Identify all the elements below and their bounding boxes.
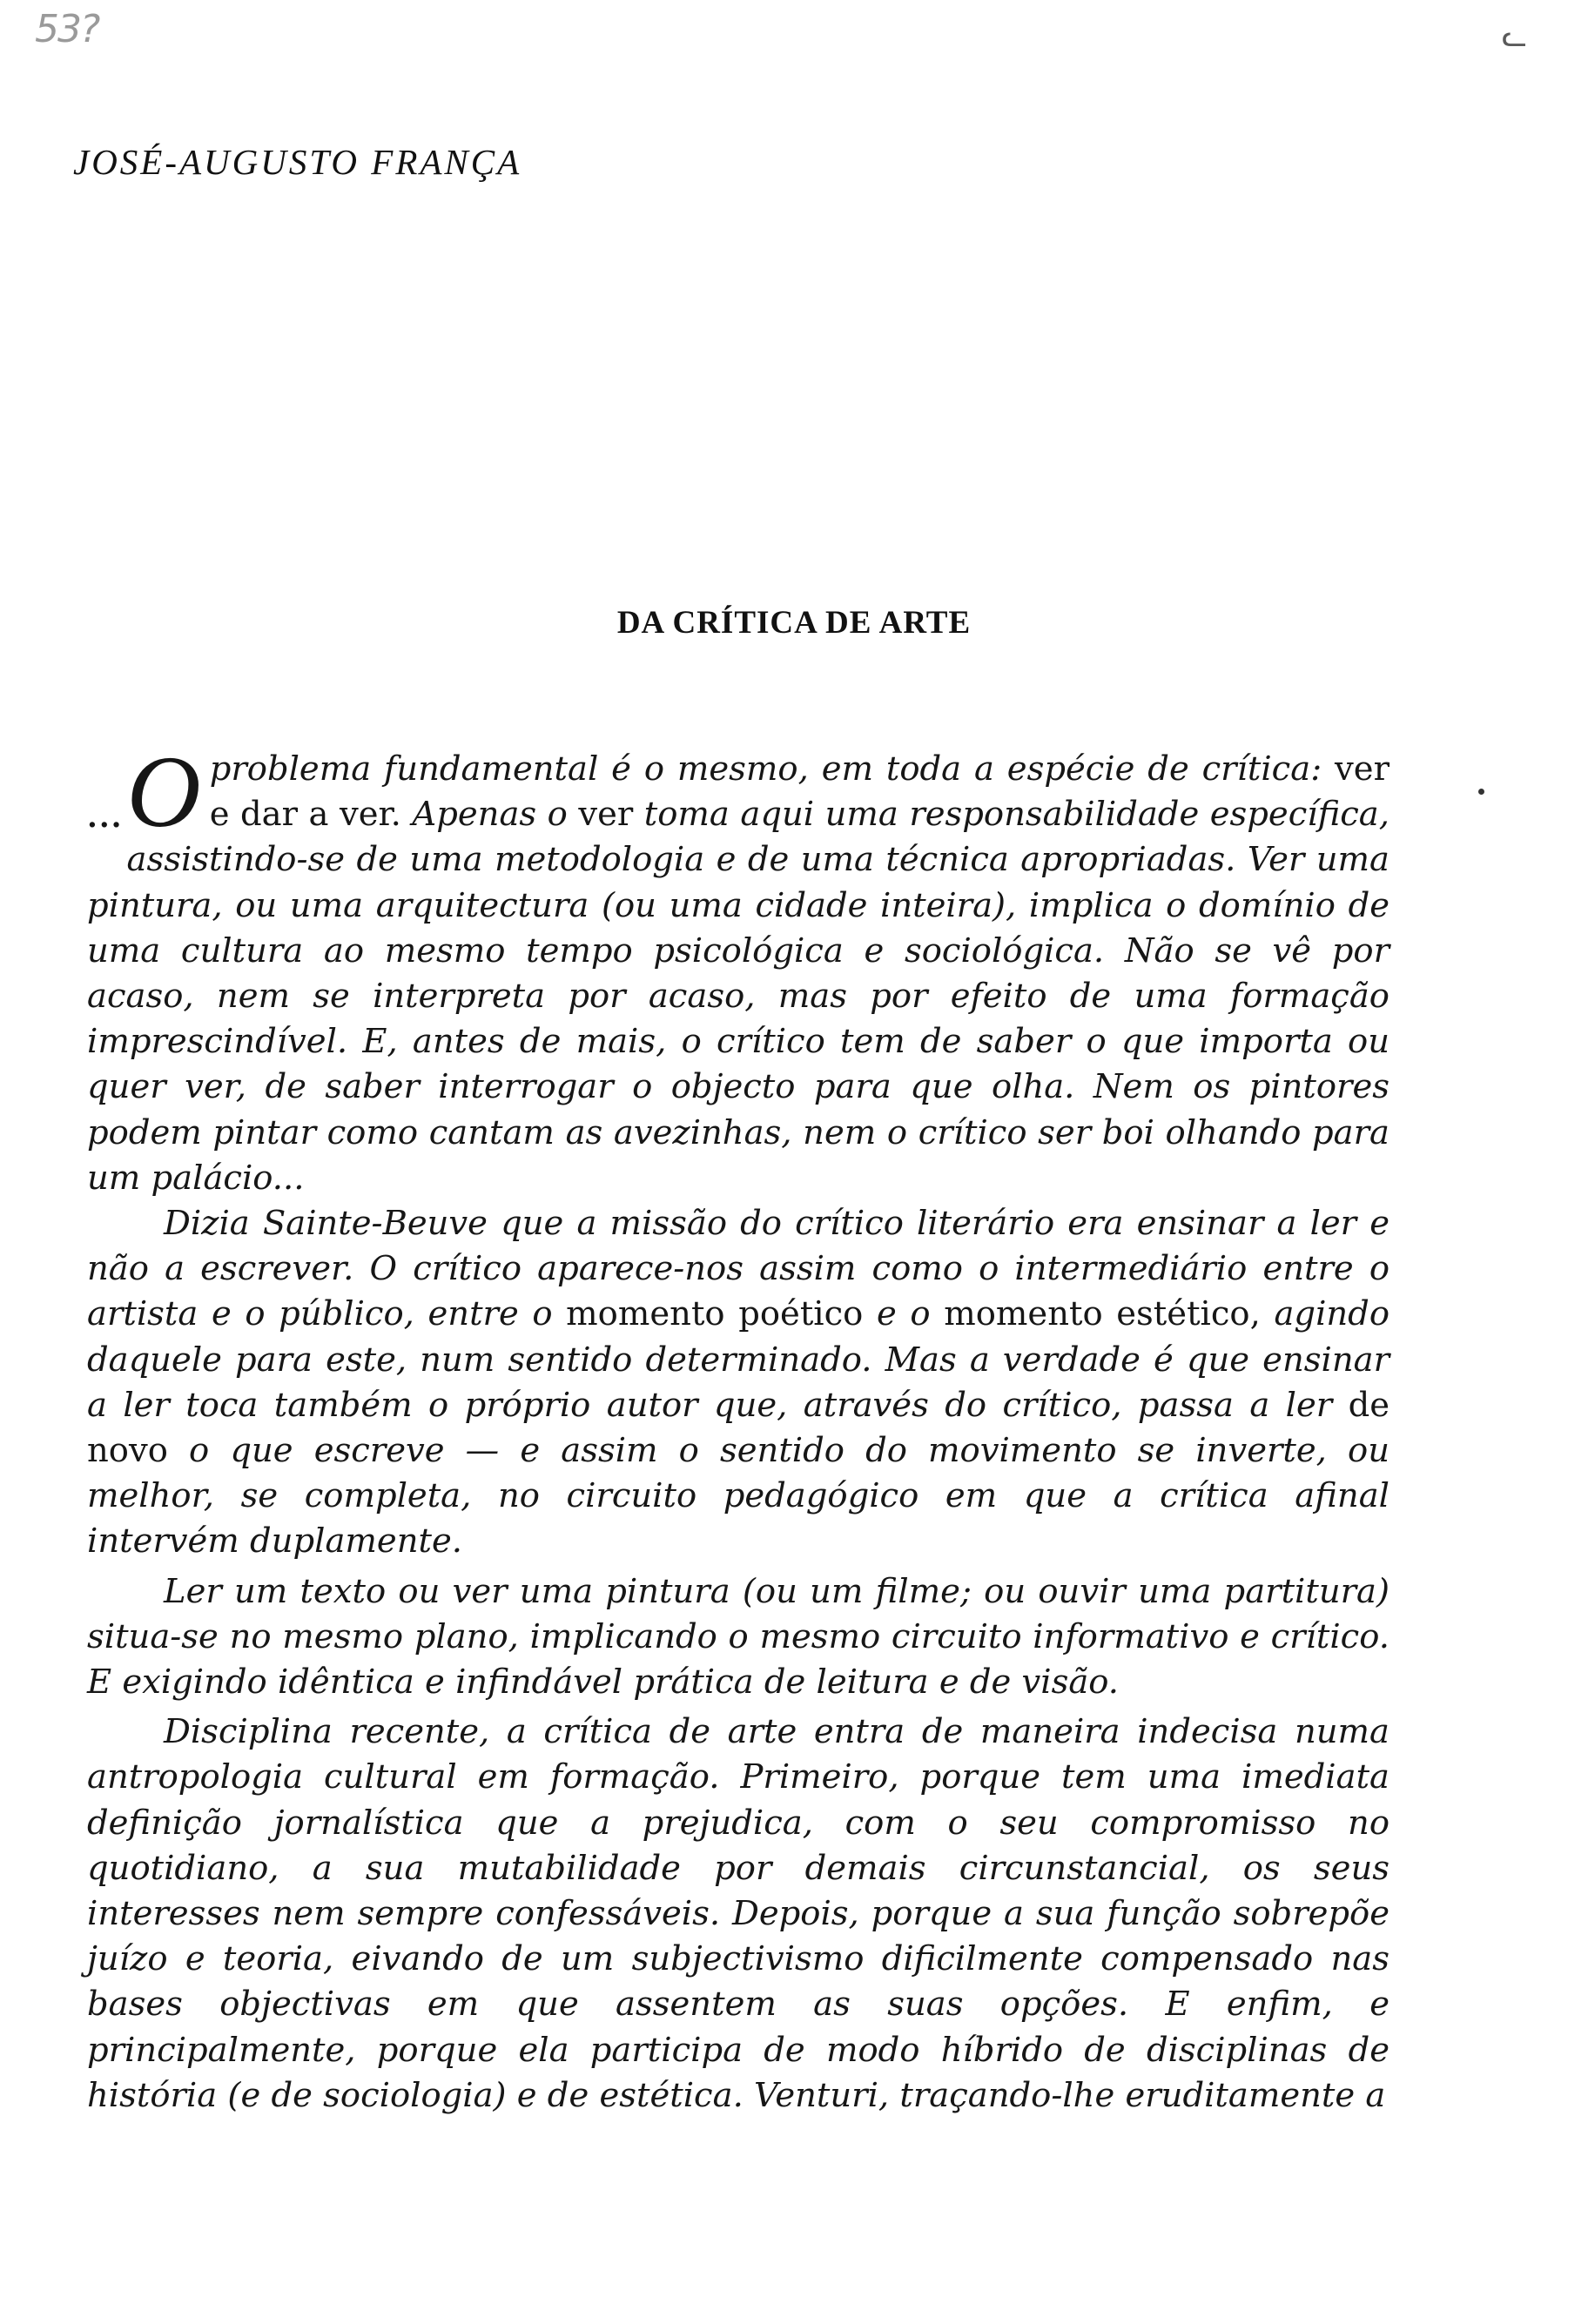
roman-text: ver [578, 795, 634, 835]
paragraph-3: Ler um texto ou ver uma pintura (ou um filme; ou ouvir uma partitura) situa-se no mesmo plano, implicando o mesmo circuito informativo e crítico. E exigindo idêntica e infindável prática de leitura e de visão. [87, 1571, 1390, 1703]
roman-text: momento poético [566, 1294, 864, 1334]
article-title: DA CRÍTICA DE ARTE [616, 605, 972, 641]
paragraph-1: ... O problema fundamental é o mesmo, em toda a espécie de crítica: ver e dar a ver. Apenas o ver toma aqui uma responsabilidade específica, assistindo-se de uma metodologia e de uma técnica apropriadas. Ver uma pintura, ou uma arquitectura (ou uma cidade inteira), implica o domínio de uma cultura ao mesmo tempo psicológica e sociológica. Não se vê por acaso, nem se interpreta por acaso, mas por efeito de uma formação imprescindível. E, antes de mais, o crítico tem de saber o que importa ou quer ver, de saber interrogar o objecto para que olha. Nem os pintores podem pintar como cantam as avezinhas, nem o crítico ser boi olhando para um palácio... [87, 735, 1390, 1198]
roman-text: momento estético, [944, 1294, 1261, 1334]
stray-dot [1478, 789, 1484, 795]
handwritten-page-mark: 53? [35, 7, 99, 51]
author-name: JOSÉ-AUGUSTO FRANÇA [73, 142, 522, 182]
article-body [87, 735, 1390, 2119]
paragraph-2: Dizia Sainte-Beuve que a missão do crítico literário era ensinar a ler e não a escrever. O crítico aparece-nos assim como o intermediário entre o artista e o público, entre o momento poético e o momento estético, agindo daquele para este, num sentido determinado. Mas a verdade é que ensinar a ler toca também o próprio autor que, através do crítico, passa a ler de novo o que escreve — e assim o sentido do movimento se inverte, ou melhor, se completa, no circuito pedagógico em que a crítica afinal intervém duplamente. [87, 1204, 1390, 1562]
roman-text: ver e dar a ver. [209, 749, 1390, 835]
handwritten-corner-mark: ᓚ [1502, 19, 1527, 54]
roman-text: de novo [87, 1385, 1390, 1471]
drop-cap: O [126, 735, 201, 849]
paragraph-4: Disciplina recente, a crítica de arte entra de maneira indecisa numa antropologia cultural em formação. Primeiro, porque tem uma imediata definição jornalística que a prejudica, com o seu compromisso no quotidiano, a sua mutabilidade por demais circunstancial, os seus interesses nem sempre confessáveis. Depois, porque a sua função sobrepõe juízo e teoria, eivando de um subjectivismo dificilmente compensado nas bases objectivas em que assentem as suas opções. E enfim, e principalmente, porque ela participa de modo híbrido de disciplinas de história (e de sociologia) e de estética. Venturi, traçando-lhe eruditamente a [87, 1712, 1390, 2115]
leading-ellipsis: ... [87, 800, 124, 835]
